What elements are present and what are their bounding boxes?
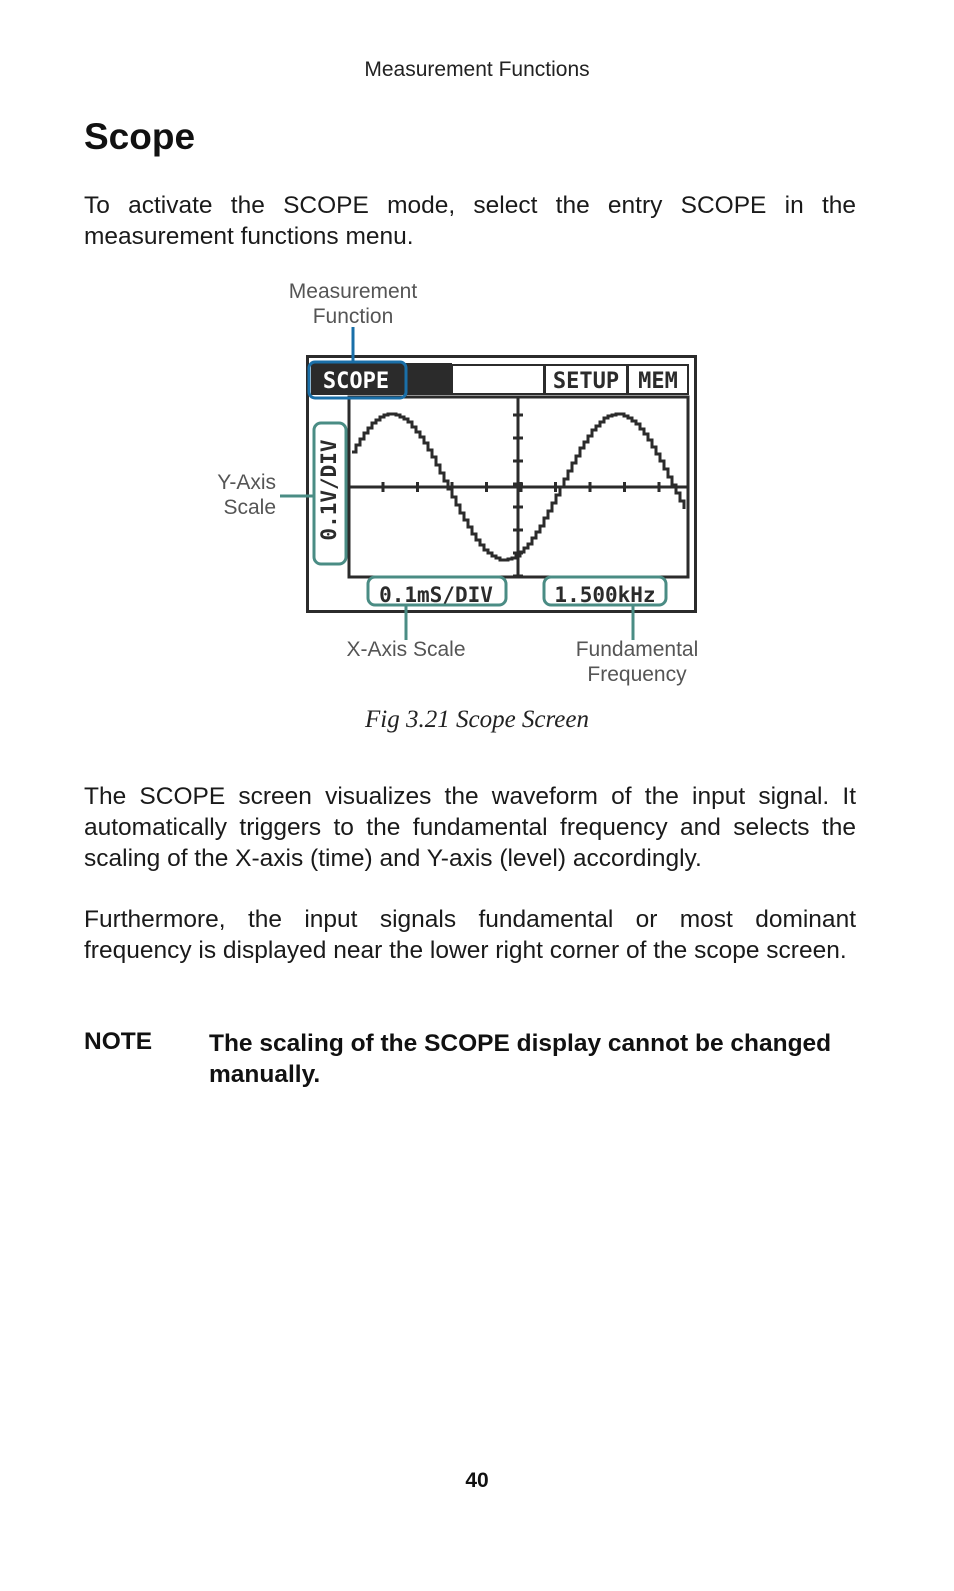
note-text: The scaling of the SCOPE display cannot be changed manually. — [209, 1030, 832, 1088]
note-label: NOTE — [84, 1028, 153, 1055]
callout-line-2: Frequency — [587, 663, 687, 686]
section-title: Scope — [84, 116, 196, 157]
callout-line-1: Fundamental — [575, 638, 699, 661]
description-paragraph: The SCOPE screen visualizes the waveform of the input signal. It automatically triggers to the fundamental frequency and selects the scaling of the X-axis (time) and Y-axis (level) accordingly. — [84, 783, 856, 872]
page-number: 40 — [465, 1469, 489, 1492]
callout-line-1: Measurement — [288, 280, 418, 303]
scope-screen-figure — [0, 0, 954, 700]
callout-x-axis-scale: X-Axis Scale — [346, 638, 466, 661]
status-bar-blank — [452, 365, 544, 394]
frequency-paragraph: Furthermore, the input signals fundamental or most dominant frequency is displayed near the lower right corner of the scope screen. — [84, 906, 856, 964]
figure-caption: Fig 3.21 Scope Screen — [365, 706, 589, 733]
callout-line-1: Y-Axis — [217, 471, 276, 494]
mem-label: MEM — [638, 369, 678, 394]
intro-paragraph: To activate the SCOPE mode, select the entry SCOPE in the measurement functions menu. — [84, 192, 856, 250]
callout-line-2: Function — [312, 305, 394, 328]
frequency-value: 1.500kHz — [554, 583, 656, 607]
mode-label: SCOPE — [322, 369, 390, 394]
running-header: Measurement Functions — [364, 58, 590, 81]
callout-line-2: Scale — [223, 496, 276, 519]
y-scale-value: 0.1V/DIV — [317, 439, 341, 541]
setup-label: SETUP — [552, 369, 620, 394]
x-scale-value: 0.1mS/DIV — [379, 583, 493, 607]
